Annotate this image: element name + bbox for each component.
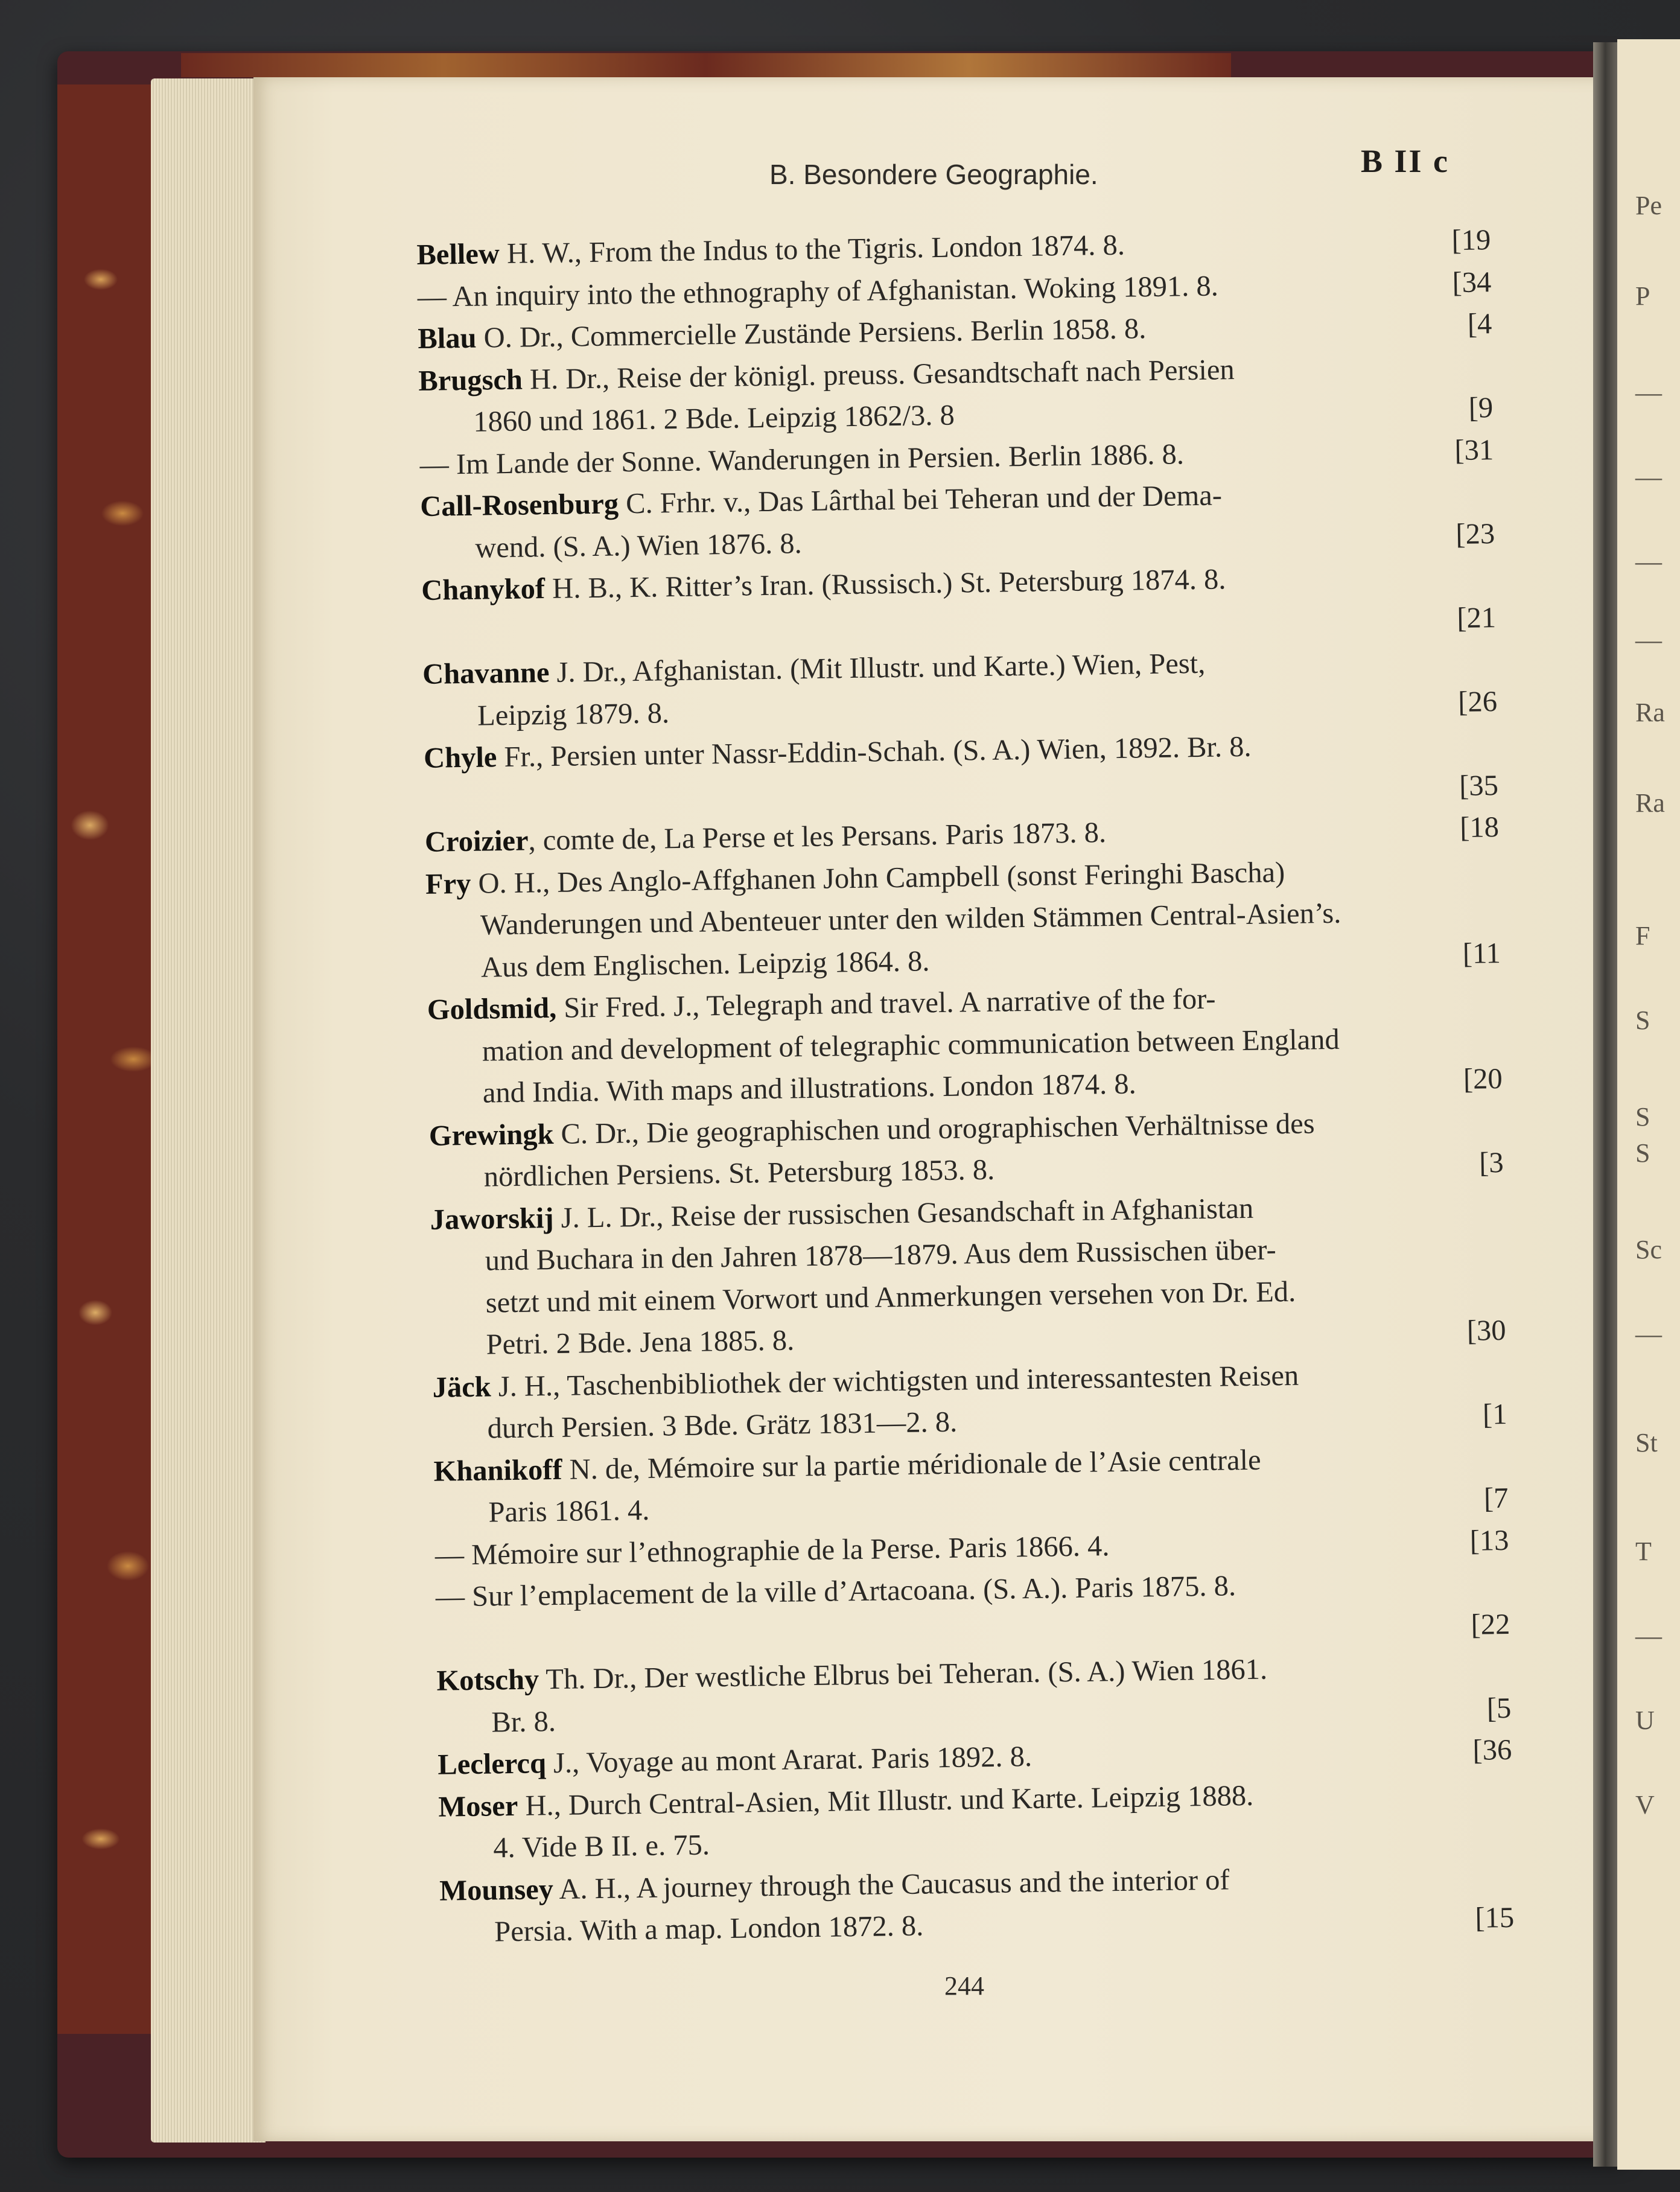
page-number: 244 [944,1971,984,2001]
entry-body: Petri. 2 Bde. Jena 1885. 8. [486,1324,795,1361]
entry-number: [13 [1469,1524,1509,1557]
entry-text [477,692,670,737]
entry-body: setzt und mit einem Vorwort und Anmerkungen versehen von Dr. Ed. [485,1275,1296,1319]
entry-body: Sir Fred. J., Telegraph and travel. A narrative of the for- [556,983,1216,1024]
entry-number: [35 [1459,769,1499,802]
section-code: B II c [1361,143,1450,179]
entry-body: J. L. Dr., Reise der russischen Gesandschaft in Afghanistan [553,1192,1254,1234]
entry-body: — An inquiry into the ethnography of Afghanistan. Woking 1891. 8. [417,269,1219,313]
running-header: B. Besondere Geographie. [769,159,1098,190]
entry-body: N. de, Mémoire sur la partie méridionale de l’Asie centrale [562,1444,1261,1486]
entry-body: C. Frhr. v., Das Lârthal bei Teheran und der Dema- [618,479,1223,520]
entry-number: [5 [1486,1692,1512,1724]
right-page-fragment: F [1635,921,1650,951]
right-page-fragment: S [1635,1138,1650,1168]
entry-body: J. Dr., Afghanistan. (Mit Illustr. und Karte.) Wien, Pest, [549,647,1206,689]
bibliography-entries [416,219,1515,1954]
author-name: Call-Rosenburg [419,488,619,523]
entry-text [493,1824,710,1869]
entry-body: nördlichen Persiens. St. Petersburg 1853. 8. [483,1153,995,1193]
entry-body: A. H., A journey through the Caucasus and the interior of [553,1863,1230,1905]
entry-body: , comte de, La Perse et les Persans. Paris 1873. 8. [528,817,1107,857]
entry-body: H. Dr., Reise der königl. preuss. Gesandtschaft nach Persien [522,353,1235,396]
entry-body: Aus dem Englischen. Leipzig 1864. 8. [480,945,930,984]
author-name: Chanykof [421,573,546,607]
entry-text [480,940,929,989]
entry-body: mation and development of telegraphic communication between England [482,1023,1340,1068]
author-name: Fry [425,867,471,900]
entry-body: Leipzig 1879. 8. [477,696,670,732]
right-page-fragment: Ra [1635,788,1665,818]
entry-number: [15 [1475,1901,1515,1934]
entry-text [475,523,802,569]
entry-number: [11 [1462,937,1501,970]
right-page-fragment: U [1635,1706,1655,1735]
right-page-fragment: S [1635,1102,1650,1132]
right-page-fragment: St [1635,1428,1658,1458]
author-name: Jaworskij [430,1202,554,1236]
entry-body: 1860 und 1861. 2 Bde. Leipzig 1862/3. 8 [472,399,955,438]
entry-number: [4 [1467,308,1492,340]
entry-text [491,1701,556,1744]
right-page-fragment: T [1635,1537,1652,1566]
entry-number: [34 [1452,266,1492,299]
author-name: Chavanne [422,656,550,690]
entry-body: O. Dr., Commercielle Zustände Persiens. Berlin 1858. 8. [476,313,1147,354]
entry-number: [30 [1466,1314,1506,1347]
author-name: Chyle [423,741,497,774]
marbled-top-edge [181,53,1231,77]
right-page-fragment: Ra [1635,698,1665,727]
right-page-fragment: — [1635,625,1662,655]
entry-body: and India. With maps and illustrations. London 1874. 8. [482,1068,1137,1109]
right-page-fragment: S [1635,1005,1650,1035]
entry-body: Fr., Persien unter Nassr-Eddin-Schah. (S. A.) Wien, 1892. Br. 8. [496,730,1252,774]
entry-body: H. W., From the Indus to the Tigris. London 1874. 8. [499,229,1125,270]
author-name: Leclercq [438,1747,547,1781]
entry-number: [26 [1457,685,1498,718]
entry-number: [3 [1478,1146,1504,1179]
entry-number: [36 [1472,1733,1512,1767]
right-page-fragment: Pe [1635,191,1662,220]
entry-text [473,395,955,444]
author-name: Jäck [432,1370,492,1404]
entry-text [494,1905,924,1953]
entry-body: Th. Dr., Der westliche Elbrus bei Teheran. (S. A.) Wien 1861. [538,1653,1268,1696]
author-name: Blau [418,322,477,355]
entry-body: Paris 1861. 4. [488,1494,650,1529]
entry-number: [21 [1457,601,1497,634]
entry-number: [7 [1483,1482,1509,1515]
book-gutter [1593,42,1617,2167]
entry-body: O. H., Des Anglo-Affghanen John Campbell (sonst Feringhi Bascha) [471,856,1285,900]
entry-body: 4. Vide B II. e. 75. [492,1829,710,1864]
marbled-endpaper [57,84,166,2034]
entry-number: [1 [1482,1398,1507,1431]
author-name: Goldsmid, [427,992,557,1026]
entry-number: [9 [1468,392,1494,424]
entry-text [488,1489,650,1534]
entry-number: [18 [1459,811,1500,844]
entry-body: H. B., K. Ritter’s Iran. (Russisch.) St. Petersburg 1874. 8. [544,563,1226,605]
entry-number: [23 [1456,517,1495,550]
entry-number: [19 [1451,224,1491,257]
right-page-fragment: P [1635,281,1650,311]
entry-body: — Mémoire sur l’ethnographie de la Perse. Paris 1866. 4. [434,1529,1110,1572]
right-page-fragment: — [1635,1621,1662,1651]
author-name: Bellew [416,238,500,271]
author-name: Brugsch [418,363,523,397]
right-page-edge [1617,39,1680,2170]
entry-body: Wanderungen und Abenteuer unter den wilden Stämmen Central-Asien’s. [480,897,1341,941]
entry-text [487,1401,957,1450]
entry-number: [20 [1463,1063,1503,1095]
entry-body: J. H., Taschenbibliothek der wichtigsten und interessantesten Reisen [491,1359,1299,1403]
author-name: Mounsey [439,1873,554,1907]
entry-body: — Sur l’emplacement de la ville d’Artacoana. (S. A.). Paris 1875. 8. [435,1570,1236,1613]
entry-text [483,1149,994,1198]
entry-body: H., Durch Central-Asien, Mit Illustr. und Karte. Leipzig 1888. [517,1779,1254,1822]
right-page-fragment: — [1635,378,1662,407]
right-page-fragment: V [1635,1790,1655,1820]
entry-body: — Im Lande der Sonne. Wanderungen in Persien. Berlin 1886. 8. [419,438,1185,481]
entry-body: wend. (S. A.) Wien 1876. 8. [474,527,802,564]
right-page-fragment: Sc [1635,1235,1662,1264]
right-page-fragment: — [1635,1319,1662,1349]
entry-number: [31 [1454,433,1494,467]
author-name: Croizier [424,824,529,858]
entry-body: Br. 8. [491,1705,556,1739]
entry-body: C. Dr., Die geographischen und orographischen Verhältnisse des [553,1107,1315,1150]
right-page-fragment: — [1635,547,1662,576]
entry-body: Persia. With a map. London 1872. 8. [494,1910,924,1948]
entry-body: durch Persien. 3 Bde. Grätz 1831—2. 8. [487,1406,958,1445]
author-name: Moser [438,1789,518,1823]
entry-number: [22 [1471,1608,1510,1641]
entry-body: J., Voyage au mont Ararat. Paris 1892. 8. [546,1741,1032,1780]
entry-body: und Buchara in den Jahren 1878—1879. Aus dem Russischen über- [485,1234,1277,1277]
entry-text [486,1319,794,1366]
right-page-fragment: — [1635,462,1662,492]
author-name: Kotschy [436,1663,539,1697]
author-name: Khanikoff [433,1453,562,1488]
page-edges [151,78,266,2143]
author-name: Grewingk [428,1118,554,1152]
